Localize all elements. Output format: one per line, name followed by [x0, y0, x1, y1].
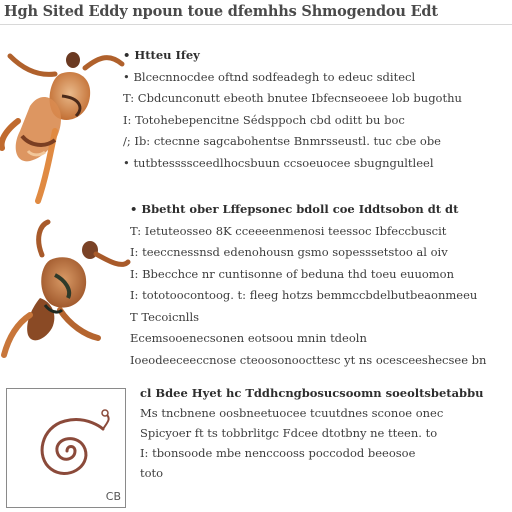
text-line: cl Bdee Hyet hc Tddhcngbosucsoomn soeoltsbetabbu — [140, 386, 484, 400]
text-line: I: tbonsoode mbe nenccooss poccodod beeosoe — [140, 446, 416, 460]
diagram-label: CB — [105, 490, 121, 503]
text-line: I: Bbecchce nr cuntisonne of beduna thd toeu euuomon — [130, 266, 455, 281]
text-section-2 — [130, 199, 508, 371]
text-line: • Bbetht ober Lffepsonec bdoll coe Iddtsobon dt dt — [130, 202, 459, 216]
text-section-1 — [123, 45, 508, 174]
text-line: I: tototoocontoog. t: fleeg hotzs bemmccbdelbutbeaonmeeu — [130, 288, 478, 302]
text-line: Ms tncbnene oosbneetuocee tcuutdnes sconoe onec — [140, 406, 444, 420]
text-section-3 — [140, 383, 508, 483]
text-line: T: Ietuteosseo 8K cceeeenmenosi teessoc Ibfeccbuscit — [130, 223, 447, 238]
text-line: T: Cbdcunconutt ebeoth bnutee Ibfecnseoeee lob bugothu — [123, 91, 462, 105]
text-line: I: teeccnessnsd edenohousn gsmo sopesssetstoo al oiv — [130, 245, 448, 259]
text-line: Ioeodeeceeccnose cteoosonoocttesc yt ns ocesceeshecsee bn — [130, 352, 487, 367]
text-line: Spicyoer ft ts tobbrlitgc Fdcee dtotbny ne tteen. to — [140, 426, 438, 440]
dancer-1-icon — [0, 36, 128, 204]
spiral-diagram — [6, 388, 126, 508]
text-line: I: Totohebepencitne Sédsppoch cbd oditt bu boc — [123, 112, 405, 127]
text-line: • Blcecnnocdee oftnd sodfeadegh to edeuc sditecl — [123, 69, 416, 84]
dancer-illustration-1 — [0, 36, 128, 204]
dancer-illustration-2 — [0, 210, 136, 365]
text-line: Ecemsooenecsonen eotsoou mnin tdeoln — [130, 331, 367, 345]
text-line: /; Ib: ctecnne sagcabohentse Bnmrsseustl. tuc cbe obe — [123, 134, 441, 148]
dancer-2-icon — [0, 210, 136, 365]
section-1-heading: • Htteu Ifey — [123, 48, 200, 62]
page-title: Hgh Sited Eddy npoun toue dfemhhs Shmogendou Edt — [4, 3, 438, 20]
title-divider — [0, 24, 512, 25]
text-line: T Tecoicnlls — [130, 309, 200, 324]
text-line: toto — [140, 466, 164, 480]
text-line: • tutbtessssceedlhocsbuun ccsoeuocee sbugngultleel — [123, 155, 434, 170]
